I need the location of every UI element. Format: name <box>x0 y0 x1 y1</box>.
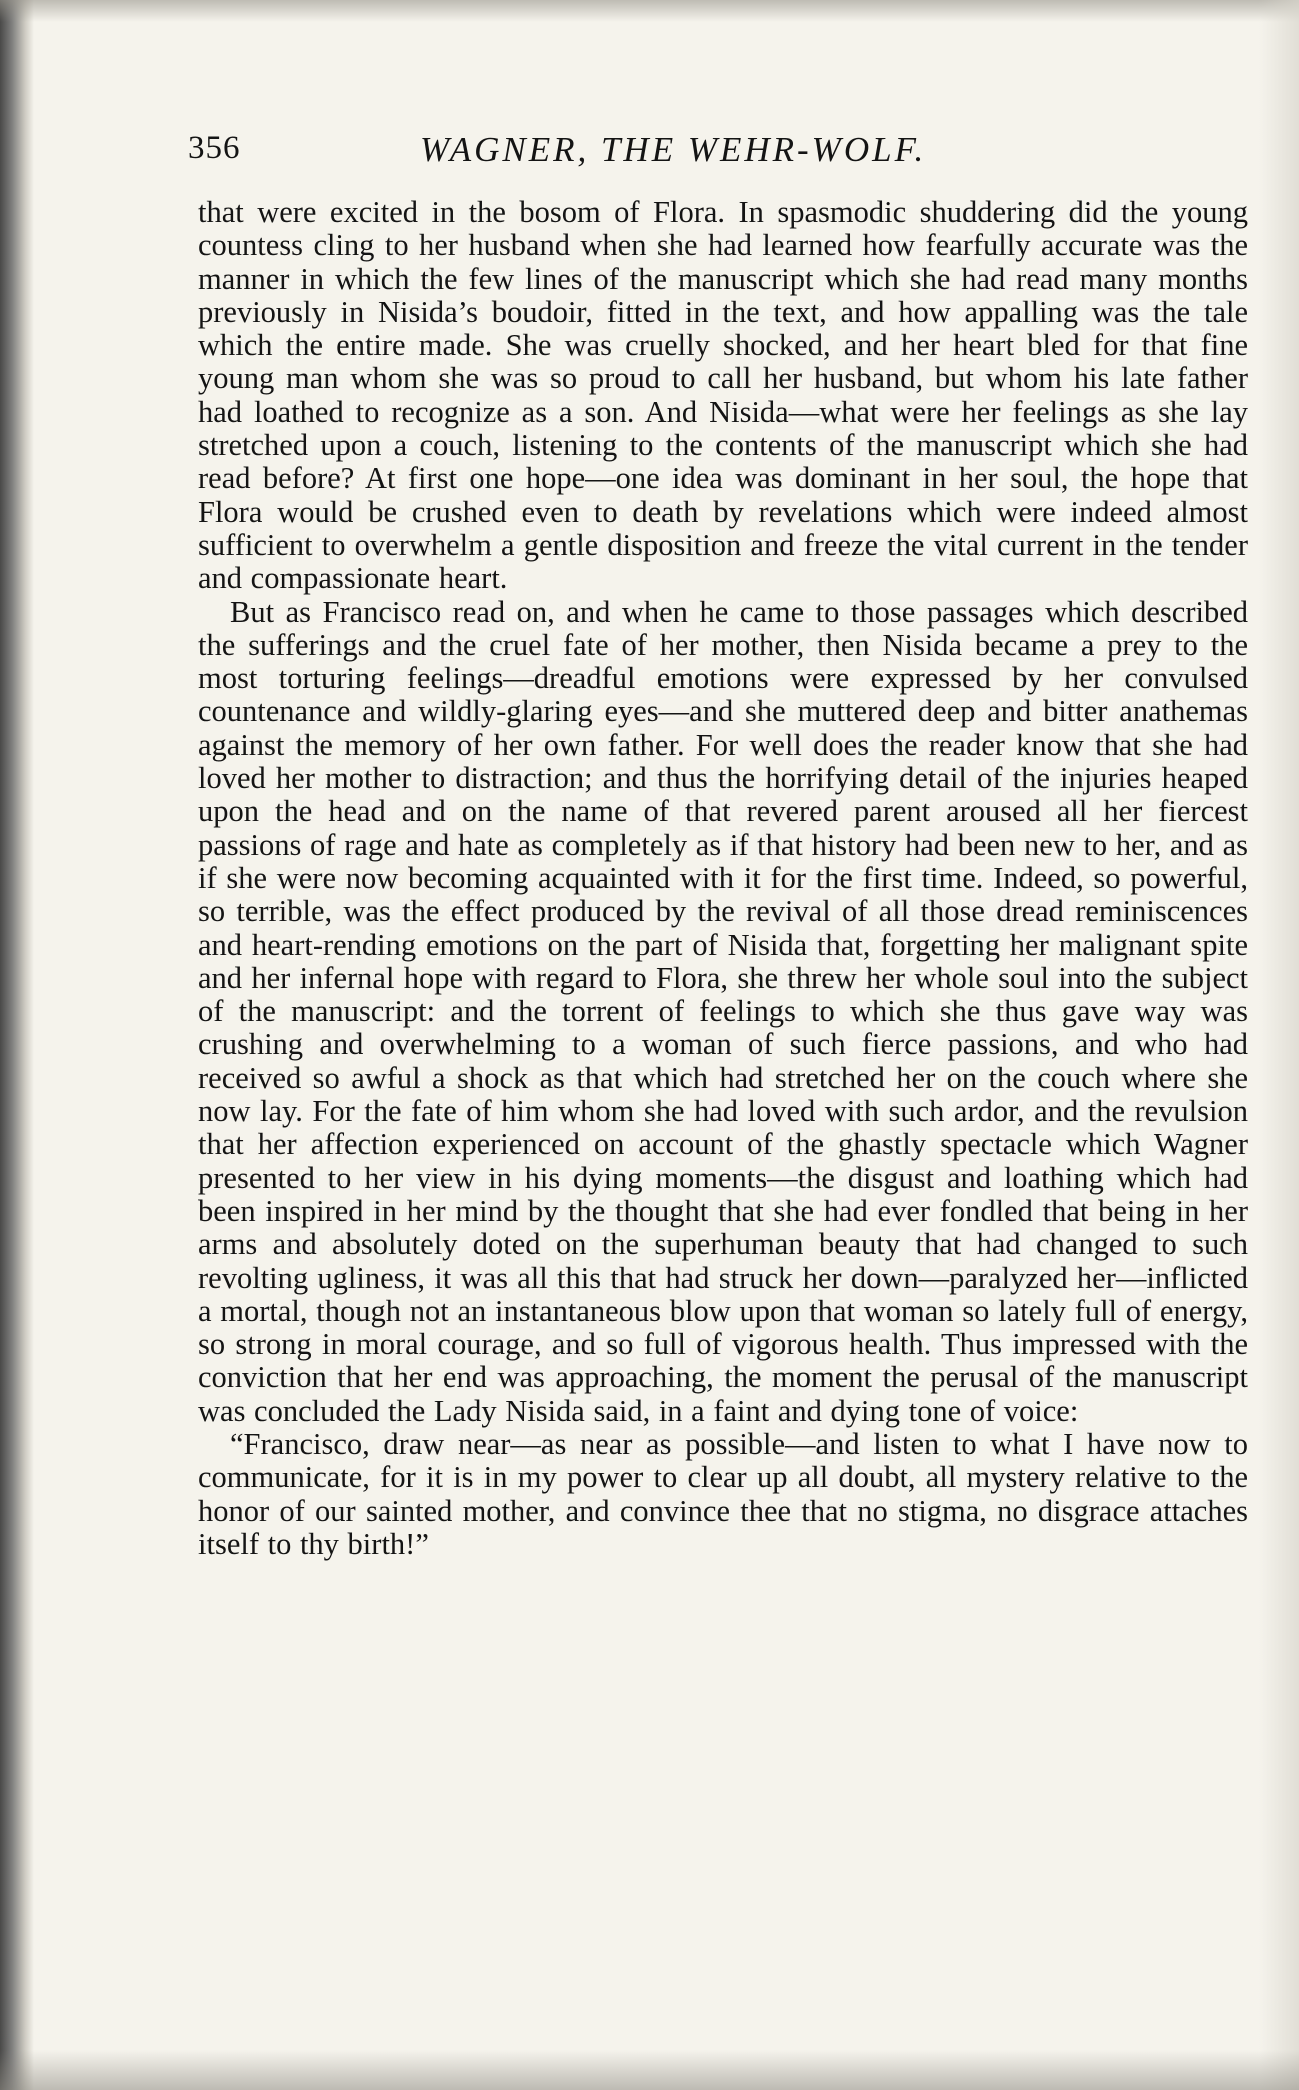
paragraph-1: that were excited in the bosom of Flora. In spasmodic shuddering did the young countess cling to her husband when she had learned how fearfully accurate was the manner in which the few lines of the manuscript which she had read many months previously in Nisida’s boudoir, fitted in the text, and how appalling was the tale which the entire made. She was cruelly shocked, and her heart bled for that fine young man whom she was so proud to call her husband, but whom his late father had loathed to recognize as a son. And Nisida—what were her feelings as she lay stretched upon a couch, listening to the contents of the manuscript which she had read before? At first one hope—one idea was dominant in her soul, the hope that Flora would be crushed even to death by revelations which were indeed almost sufficient to overwhelm a gentle disposition and freeze the vital current in the tender and compassionate heart. <box>198 195 1248 596</box>
running-head: WAGNER, THE WEHR-WOLF. <box>420 130 927 169</box>
page-edge-shadow-right <box>1259 0 1299 2090</box>
paragraph-2: But as Francisco read on, and when he came to those passages which described the sufferings and the cruel fate of her mother, then Nisida became a prey to the most torturing feelings—dreadful emotions were expressed by her convulsed countenance and wildly-glaring eyes—and she muttered deep and bitter anathemas against the memory of her own father. For well does the reader know that she had loved her mother to distraction; and thus the horrifying detail of the injuries heaped upon the head and on the name of that revered parent aroused all her fiercest passions of rage and hate as completely as if that history had been new to her, and as if she were now becoming acquainted with it for the first time. Indeed, so powerful, so terrible, was the effect produced by the revival of all those dread reminiscences and heart-rending emotions on the part of Nisida that, forgetting her malignant spite and her infernal hope with regard to Flora, she threw her whole soul into the subject of the manuscript: and the torrent of feelings to which she thus gave way was crushing and overwhelming to a woman of such fierce passions, and who had received so awful a shock as that which had stretched her on the couch where she now lay. For the fate of him whom she had loved with such ardor, and the revulsion that her affection experienced on account of the ghastly spectacle which Wagner presented to her view in his dying moments—the disgust and loathing which had been inspired in her mind by the thought that she had ever fondled that being in her arms and absolutely doted on the superhuman beauty that had changed to such revolting ugliness, it was all this that had struck her down—paralyzed her—inflicted a mortal, though not an instantaneous blow upon that woman so lately full of energy, so strong in moral courage, and so full of vigorous health. Thus impressed with the conviction that her end was approaching, the moment the perusal of the manuscript was concluded the Lady Nisida said, in a faint and dying tone of voice: <box>198 594 1248 1428</box>
body-text <box>198 196 1248 1561</box>
page-edge-shadow-left <box>0 0 34 2090</box>
paragraph-3: “Francisco, draw near—as near as possible—and listen to what I have now to communicate, for it is in my power to clear up all doubt, all mystery relative to the honor of our sainted mother, and convince thee that no stigma, no disgrace attaches itself to thy birth!” <box>198 1426 1248 1561</box>
page-header <box>188 130 1228 174</box>
page-number: 356 <box>188 130 241 166</box>
page-edge-shadow-top <box>0 0 1299 22</box>
page-edge-shadow-bottom <box>0 2050 1299 2090</box>
